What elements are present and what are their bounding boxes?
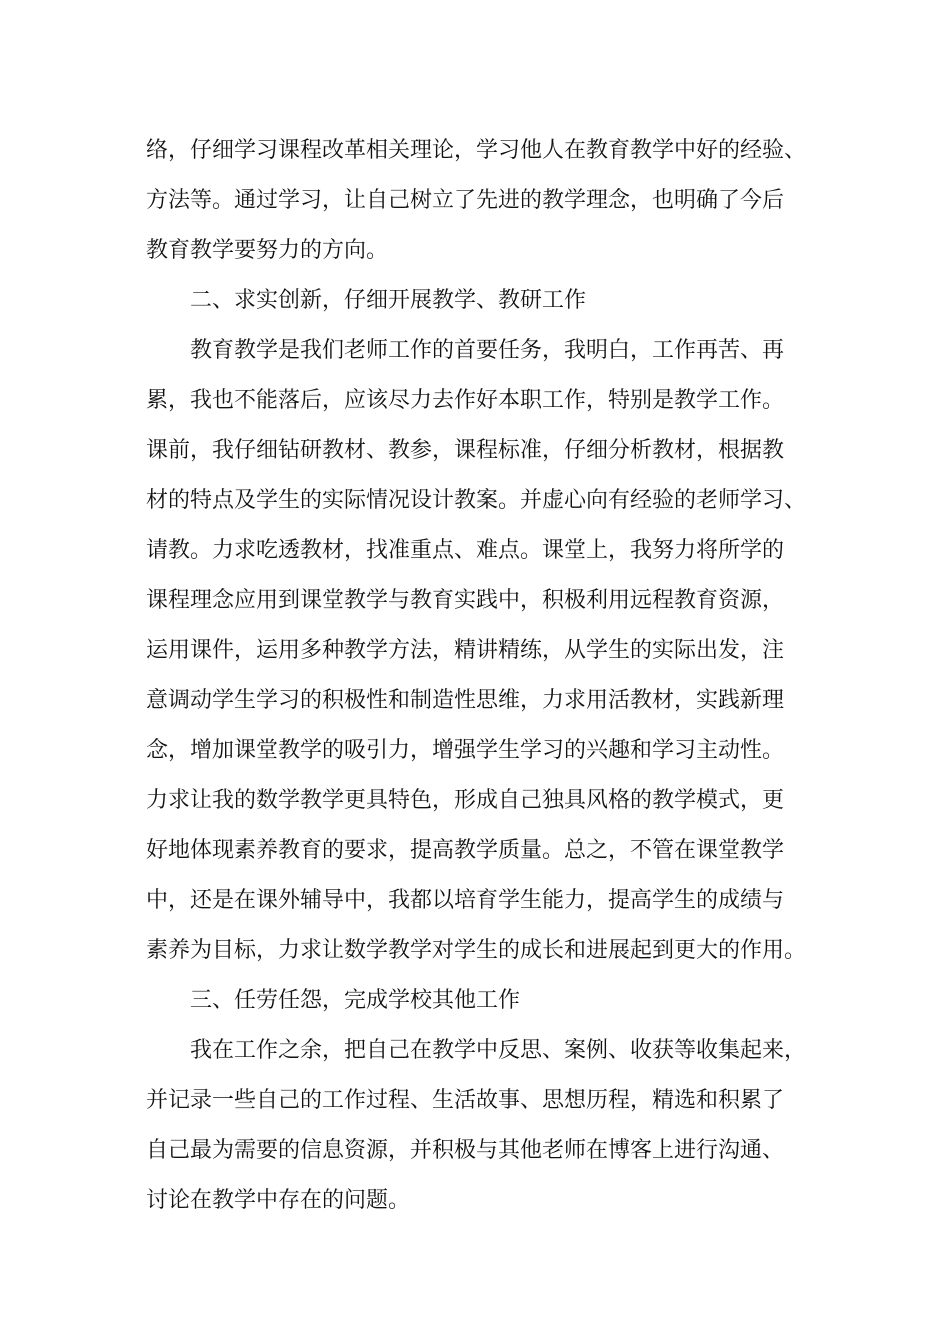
- text-line: 请教。力求吃透教材，找准重点、难点。课堂上，我努力将所学的: [146, 538, 785, 563]
- text-line: 念，增加课堂教学的吸引力，增强学生学习的兴趣和学习主动性。: [146, 738, 785, 763]
- text-line: 运用课件，运用多种教学方法，精讲精练，从学生的实际出发，注: [146, 638, 785, 663]
- text-line: 课前，我仔细钻研教材、教参，课程标准，仔细分析教材，根据教: [146, 438, 785, 463]
- text-line: 方法等。通过学习，让自己树立了先进的教学理念，也明确了今后: [146, 188, 785, 213]
- text-line: 并记录一些自己的工作过程、生活故事、思想历程，精选和积累了: [146, 1088, 785, 1113]
- text-line: 自己最为需要的信息资源，并积极与其他老师在博客上进行沟通、: [146, 1138, 785, 1163]
- text-line: 教育教学要努力的方向。: [146, 238, 389, 263]
- text-line: 意调动学生学习的积极性和制造性思维，力求用活教材，实践新理: [146, 688, 785, 713]
- text-line: 好地体现素养教育的要求，提高教学质量。总之，不管在课堂教学: [146, 838, 785, 863]
- text-line: 络，仔细学习课程改革相关理论，学习他人在教育教学中好的经验、: [146, 138, 807, 163]
- text-line: 我在工作之余，把自己在教学中反思、案例、收获等收集起来，: [190, 1038, 807, 1063]
- text-line: 中，还是在课外辅导中，我都以培育学生能力，提高学生的成绩与: [146, 888, 785, 913]
- text-line: 讨论在教学中存在的问题。: [146, 1188, 411, 1213]
- text-line: 课程理念应用到课堂教学与教育实践中，积极利用远程教育资源，: [146, 588, 785, 613]
- section-heading: 三、任劳任怨，完成学校其他工作: [190, 988, 521, 1013]
- text-line: 材的特点及学生的实际情况设计教案。并虚心向有经验的老师学习、: [146, 488, 807, 513]
- text-line: 教育教学是我们老师工作的首要任务，我明白，工作再苦、再: [190, 338, 785, 363]
- text-line: 累，我也不能落后，应该尽力去作好本职工作，特别是教学工作。: [146, 388, 785, 413]
- text-line: 素养为目标，力求让数学教学对学生的成长和进展起到更大的作用。: [146, 938, 807, 963]
- text-line: 力求让我的数学教学更具特色，形成自己独具风格的教学模式，更: [146, 788, 785, 813]
- section-heading: 二、求实创新，仔细开展教学、教研工作: [190, 288, 587, 313]
